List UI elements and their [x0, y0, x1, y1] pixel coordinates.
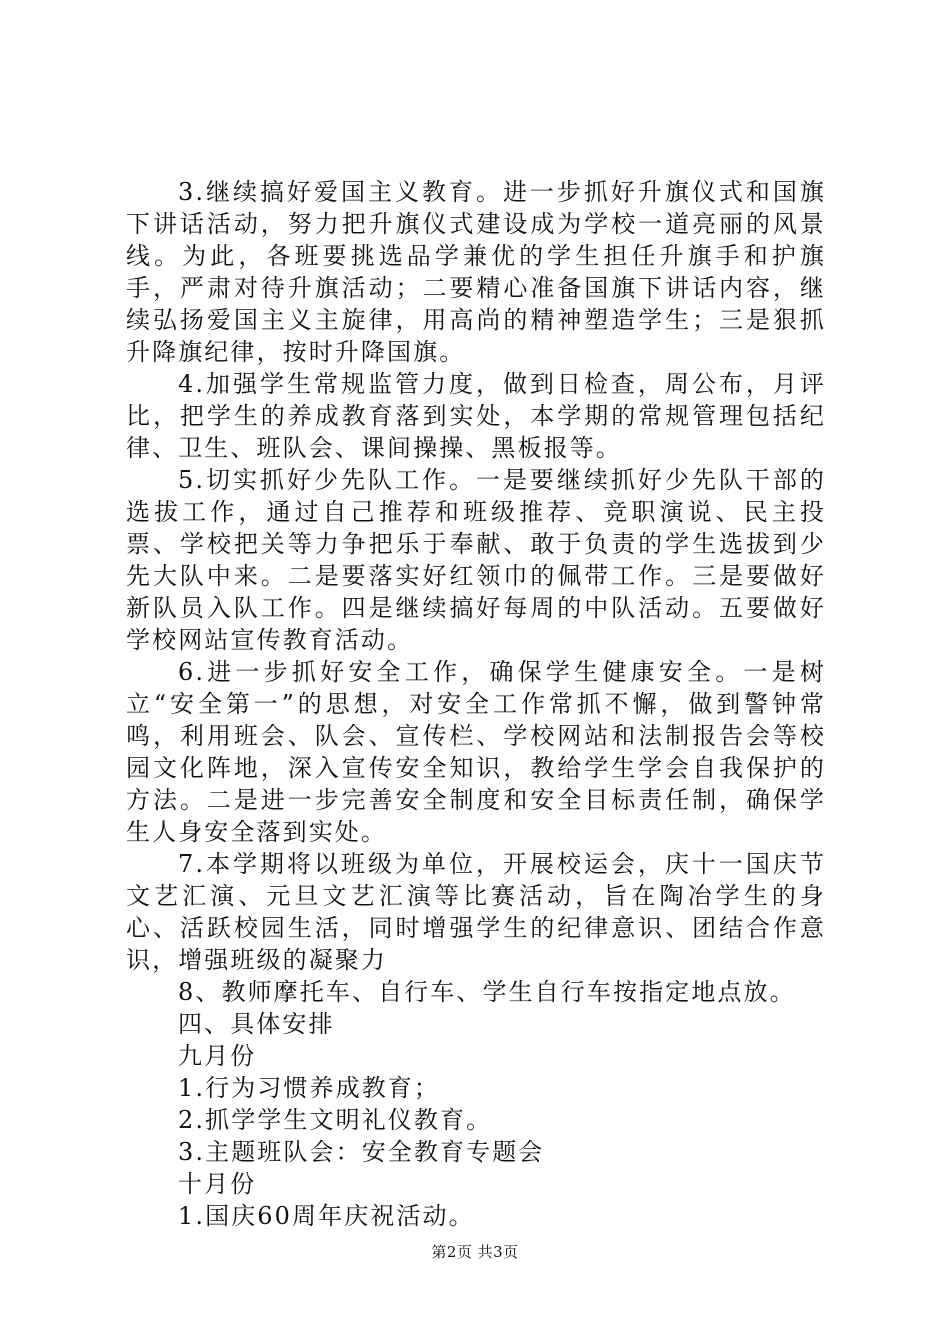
- paragraph-item-6: 6.进一步抓好安全工作，确保学生健康安全。一是树立“安全第一”的思想，对安全工作常抓不懈，做到警钟常鸣，利用班会、队会、宣传栏、学校网站和法制报告会等校园文化阵地，深入宣传安全知识，教给学生学会自我保护的方法。二是进一步完善安全制度和安全目标责任制，确保学生人身安全落到实处。: [126, 658, 826, 846]
- paragraph-item-5: 5.切实抓好少先队工作。一是要继续抓好少先队干部的选拔工作，通过自己推荐和班级推荐、竞职演说、民主投票、学校把关等力争把乐于奉献、敢于负责的学生选拔到少先大队中来。二是要落实好红领巾的佩带工作。三是要做好新队员入队工作。四是继续搞好每周的中队活动。五要做好学校网站宣传教育活动。: [126, 466, 826, 654]
- month-heading-september: 九月份: [178, 1042, 257, 1070]
- month-heading-october: 十月份: [178, 1170, 257, 1198]
- section-heading-schedule: 四、具体安排: [178, 1010, 335, 1038]
- list-item: 3.主题班队会：安全教育专题会: [178, 1138, 545, 1166]
- document-body: [126, 176, 826, 1232]
- paragraph-item-4: 4.加强学生常规监管力度，做到日检查，周公布，月评比，把学生的养成教育落到实处，本学期的常规管理包括纪律、卫生、班队会、课间操操、黑板报等。: [126, 370, 826, 462]
- paragraph-item-8: 8、教师摩托车、自行车、学生自行车按指定地点放。: [178, 978, 796, 1006]
- list-item: 2.抓学学生文明礼仪教育。: [178, 1106, 493, 1134]
- list-item: 1.行为习惯养成教育；: [178, 1074, 440, 1102]
- list-item: 1.国庆60周年庆祝活动。: [178, 1202, 475, 1230]
- page-footer: 第2页 共3页: [431, 1243, 519, 1261]
- paragraph-item-7: 7.本学期将以班级为单位，开展校运会，庆十一国庆节文艺汇演、元旦文艺汇演等比赛活动，旨在陶冶学生的身心、活跃校园生活，同时增强学生的纪律意识、团结合作意识，增强班级的凝聚力: [126, 850, 826, 974]
- paragraph-item-3: 3.继续搞好爱国主义教育。进一步抓好升旗仪式和国旗下讲话活动，努力把升旗仪式建设成为学校一道亮丽的风景线。为此，各班要挑选品学兼优的学生担任升旗手和护旗手，严肃对待升旗活动；二要精心准备国旗下讲话内容，继续弘扬爱国主义主旋律，用高尚的精神塑造学生；三是狠抓升降旗纪律，按时升降国旗。: [126, 178, 826, 366]
